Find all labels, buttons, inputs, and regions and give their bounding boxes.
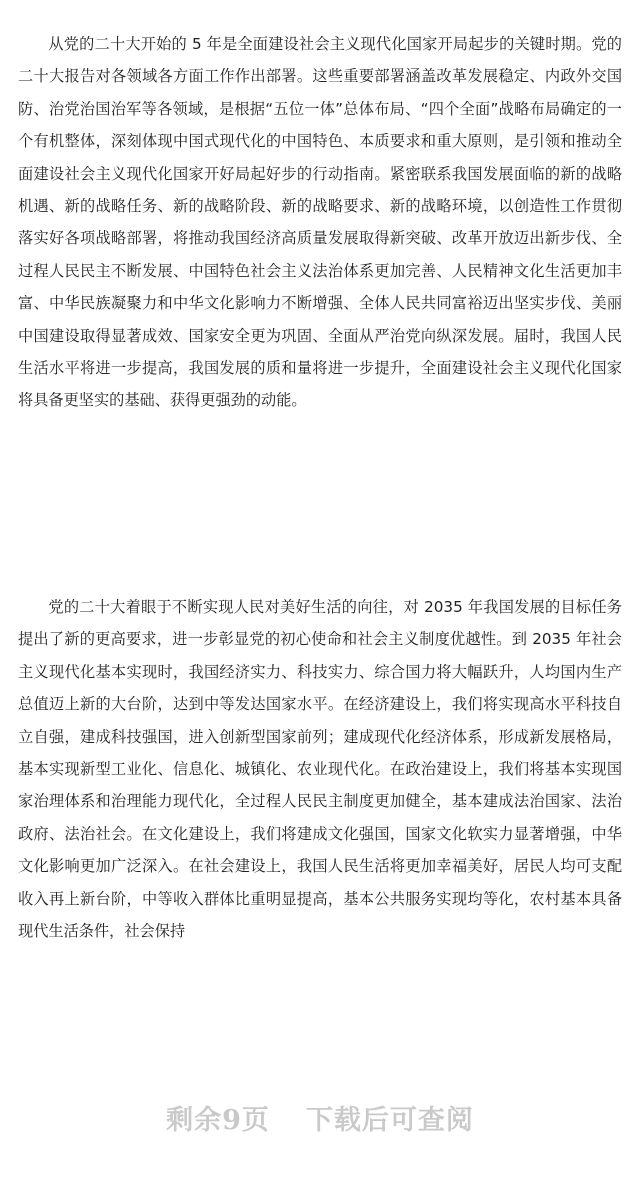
paragraph-2: 党的二十大着眼于不断实现人民对美好生活的向往，对 2035 年我国发展的目标任务提出了新的更高要求，进一步彰显党的初心使命和社会主义制度优越性。到 2035 年社会主义现代化基本实现时，我国经济实力、科技实力、综合国力将大幅跃升，人均国内生产总值迈上新的大台阶，达到中等发达国家水平。在经济建设上，我们将实现高水平科技自立自强，建成科技强国，进入创新型国家前列；建成现代化经济体系，形成新发展格局，基本实现新型工业化、信息化、城镇化、农业现代化。在政治建设上，我们将基本实现国家治理体系和治理能力现代化，全过程人民民主制度更加健全，基本建成法治国家、法治政府、法治社会。在文化建设上，我们将建成文化强国，国家文化软实力显著增强，中华文化影响更加广泛深入。在社会建设上，我国人民生活将更加幸福美好，居民人均可支配收入再上新台阶，中等收入群体比重明显提高，基本公共服务实现均等化，农村基本具备现代生活条件，社会保持 — [18, 598, 622, 941]
preview-footer-watermark — [0, 1098, 640, 1137]
remaining-pages-label: 剩余9页 — [166, 1105, 270, 1136]
download-prompt-label: 下载后可查阅 — [305, 1105, 474, 1136]
paragraph-1: 从党的二十大开始的 5 年是全面建设社会主义现代化国家开局起步的关键时期。党的二十大报告对各领域各方面工作作出部署。这些重要部署涵盖改革发展稳定、内政外交国防、治党治国治军等各领域，是根据“五位一体”总体布局、“四个全面”战略布局确定的一个有机整体，深刻体现中国式现代化的中国特色、本质要求和重大原则，是引领和推动全面建设社会主义现代化国家开好局起好步的行动指南。紧密联系我国发展面临的新的战略机遇、新的战略任务、新的战略阶段、新的战略要求、新的战略环境，以创造性工作贯彻落实好各项战略部署，将推动我国经济高质量发展取得新突破、改革开放迈出新步伐、全过程人民民主不断发展、中国特色社会主义法治体系更加完善、人民精神文化生活更加丰富、中华民族凝聚力和中华文化影响力不断增强、全体人民共同富裕迈出坚实步伐、美丽中国建设取得显著成效、国家安全更为巩固、全面从严治党向纵深发展。届时，我国人民生活水平将进一步提高，我国发展的质和量将进一步提升，全面建设社会主义现代化国家将具备更坚实的基础、获得更强劲的动能。 — [18, 35, 622, 410]
